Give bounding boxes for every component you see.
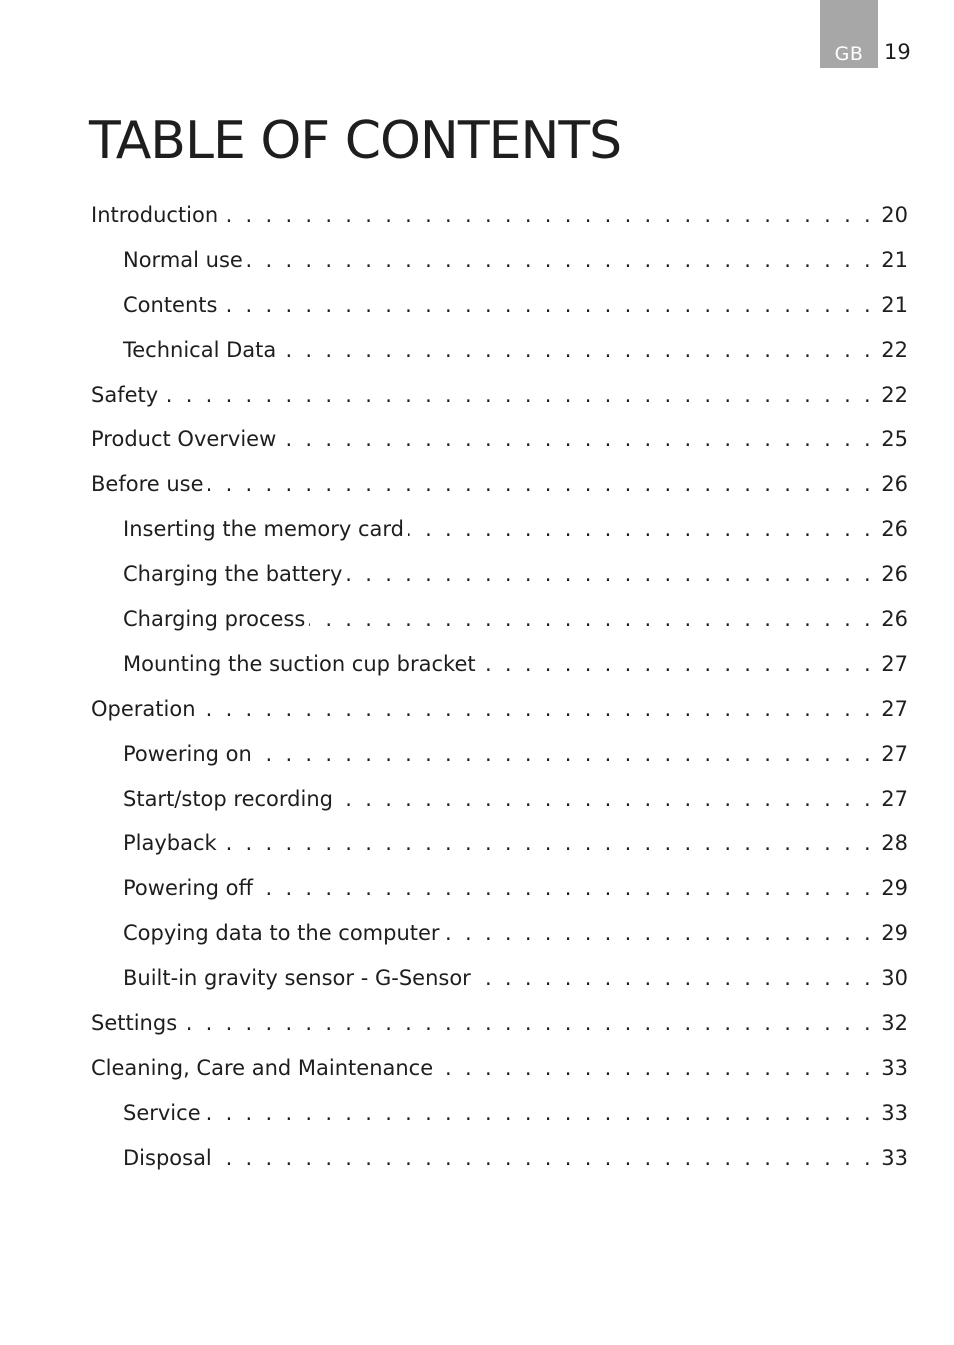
toc-leader-dots bbox=[309, 597, 874, 642]
toc-leader-dots bbox=[437, 1046, 874, 1091]
toc-entry[interactable] bbox=[0, 642, 954, 687]
toc-entry-label: Disposal bbox=[123, 1145, 212, 1170]
toc-entry-label: Safety bbox=[91, 382, 159, 407]
toc-entry-page: 28 bbox=[881, 831, 908, 856]
toc-entry-label: Before use bbox=[91, 472, 204, 497]
toc-entry-page: 26 bbox=[881, 472, 908, 497]
toc-entry-label: Technical Data bbox=[123, 337, 277, 362]
toc-entry-label: Service bbox=[123, 1100, 201, 1125]
toc-entry[interactable] bbox=[0, 283, 954, 328]
toc-entry[interactable] bbox=[0, 597, 954, 642]
toc-entry[interactable] bbox=[0, 417, 954, 462]
toc-leader-dots bbox=[216, 1136, 874, 1181]
toc-entry-label: Charging process bbox=[123, 607, 306, 632]
toc-entry[interactable] bbox=[0, 687, 954, 732]
toc-entry-label: Charging the battery bbox=[123, 562, 343, 587]
toc-leader-dots bbox=[221, 821, 874, 866]
toc-entry-page: 20 bbox=[881, 203, 908, 227]
toc-entry-page: 33 bbox=[881, 1145, 908, 1170]
toc-entry-page: 33 bbox=[881, 1055, 908, 1080]
toc-entry[interactable] bbox=[0, 866, 954, 911]
toc-entry-page: 27 bbox=[881, 786, 908, 811]
page-title: TABLE OF CONTENTS bbox=[89, 111, 622, 171]
toc-leader-dots bbox=[280, 328, 874, 373]
toc-entry-page: 29 bbox=[881, 876, 908, 901]
toc-entry-page: 32 bbox=[881, 1011, 908, 1036]
toc-leader-dots bbox=[208, 462, 874, 507]
toc-entry[interactable] bbox=[0, 552, 954, 597]
toc-entry-label: Playback bbox=[123, 831, 217, 856]
toc-entry-page: 30 bbox=[881, 966, 908, 991]
toc-entry-label: Operation bbox=[91, 696, 196, 721]
toc-entry-page: 22 bbox=[881, 337, 908, 362]
toc-leader-dots bbox=[222, 193, 874, 238]
toc-entry[interactable] bbox=[0, 193, 954, 238]
toc-entry-page: 27 bbox=[881, 741, 908, 766]
toc-entry-label: Powering off bbox=[123, 876, 253, 901]
toc-entry[interactable] bbox=[0, 1001, 954, 1046]
toc-leader-dots bbox=[346, 552, 874, 597]
toc-entry-page: 27 bbox=[881, 651, 908, 676]
toc-leader-dots bbox=[480, 642, 874, 687]
toc-entry[interactable] bbox=[0, 1136, 954, 1181]
toc-entry[interactable] bbox=[0, 507, 954, 552]
toc-entry-label: Product Overview bbox=[91, 427, 277, 452]
toc-entry-page: 21 bbox=[881, 247, 908, 272]
toc-entry[interactable] bbox=[0, 373, 954, 418]
toc-leader-dots bbox=[475, 956, 874, 1001]
toc-leader-dots bbox=[205, 1091, 874, 1136]
toc-entry-label: Start/stop recording bbox=[123, 786, 333, 811]
toc-entry[interactable] bbox=[0, 328, 954, 373]
toc-entry-page: 26 bbox=[881, 607, 908, 632]
toc-entry[interactable] bbox=[0, 777, 954, 822]
toc-entry[interactable] bbox=[0, 821, 954, 866]
toc-entry-label: Built-in gravity sensor - G-Sensor bbox=[123, 966, 471, 991]
toc-leader-dots bbox=[256, 732, 874, 777]
toc-entry-page: 29 bbox=[881, 921, 908, 946]
toc-leader-dots bbox=[200, 687, 874, 732]
toc-leader-dots bbox=[257, 866, 874, 911]
toc-entry-label: Cleaning, Care and Maintenance bbox=[91, 1055, 434, 1080]
toc-entry-label: Contents bbox=[123, 292, 218, 317]
toc-entry-label: Normal use bbox=[123, 247, 243, 272]
toc-entry-label: Mounting the suction cup bracket bbox=[123, 651, 476, 676]
table-of-contents bbox=[0, 193, 954, 1181]
toc-entry-page: 27 bbox=[881, 696, 908, 721]
toc-entry-page: 22 bbox=[881, 382, 908, 407]
toc-leader-dots bbox=[247, 238, 874, 283]
toc-entry-page: 21 bbox=[881, 292, 908, 317]
toc-entry-label: Settings bbox=[91, 1011, 178, 1036]
toc-entry-page: 25 bbox=[881, 427, 908, 452]
toc-leader-dots bbox=[408, 507, 874, 552]
toc-entry-page: 26 bbox=[881, 562, 908, 587]
toc-entry-page: 26 bbox=[881, 517, 908, 542]
toc-entry[interactable] bbox=[0, 1046, 954, 1091]
page-number: 19 bbox=[884, 40, 911, 64]
toc-entry[interactable] bbox=[0, 911, 954, 956]
language-tab bbox=[820, 0, 878, 68]
toc-leader-dots bbox=[280, 417, 874, 462]
toc-entry-label: Copying data to the computer bbox=[123, 921, 440, 946]
toc-entry-page: 33 bbox=[881, 1100, 908, 1125]
toc-leader-dots bbox=[181, 1001, 874, 1046]
toc-entry-label: Introduction bbox=[91, 203, 219, 227]
toc-entry[interactable] bbox=[0, 732, 954, 777]
toc-entry-label: Powering on bbox=[123, 741, 252, 766]
toc-entry[interactable] bbox=[0, 238, 954, 283]
toc-leader-dots bbox=[444, 911, 874, 956]
toc-entry-label: Inserting the memory card bbox=[123, 517, 404, 542]
toc-leader-dots bbox=[337, 777, 874, 822]
toc-leader-dots bbox=[162, 373, 874, 418]
toc-entry[interactable] bbox=[0, 956, 954, 1001]
language-tab-label: GB bbox=[834, 43, 864, 65]
toc-entry[interactable] bbox=[0, 1091, 954, 1136]
toc-entry[interactable] bbox=[0, 462, 954, 507]
toc-leader-dots bbox=[221, 283, 874, 328]
